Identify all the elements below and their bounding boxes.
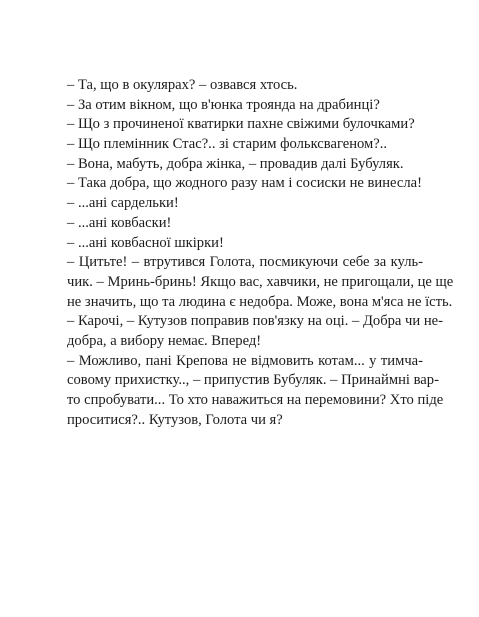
text-line: – За отим вікном, що в'юнка троянда на драбинці? (67, 96, 380, 113)
text-line: – Цитьте! – втрутився Голота, посмикуючи себе за куль- (67, 254, 423, 271)
text-line: добра, а вибору немає. Вперед! (67, 332, 262, 349)
text-line: – Можливо, пані Крепова не відмовить котам... у тимча- (67, 352, 423, 369)
text-line: – Що племінник Стас?.. зі старим фольксвагеном?.. (67, 136, 388, 153)
text-line: – ...ані сардельки! (67, 195, 179, 212)
text-line: – Та, що в окулярах? – озвався хтось. (67, 77, 298, 93)
text-line: чик. – Мринь-бринь! Якщо вас, хавчики, не пригощали, це ще (67, 273, 454, 290)
text-line: – Така добра, що жодного разу нам і сосиски не винесла! (67, 175, 422, 192)
text-line: совому прихистку.., – припустив Бубуляк. – Принаймні вар- (67, 372, 439, 389)
page-text (67, 76, 454, 430)
text-line: то спробувати... То хто наважиться на перемовини? Хто піде (67, 392, 444, 408)
text-line: – ...ані ковбаски! (67, 214, 172, 231)
text-line: – Карочі, – Кутузов поправив пов'язку на оці. – Добра чи не- (67, 313, 443, 330)
text-line: – ...ані ковбасної шкірки! (67, 234, 224, 251)
text-line: – Вона, мабуть, добра жінка, – провадив далі Бубуляк. (67, 155, 404, 172)
text-line: проситися?.. Кутузов, Голота чи я? (67, 411, 283, 428)
text-line: не значить, що та людина є недобра. Може, вона м'яса не їсть. (67, 293, 453, 310)
text-line: – Що з прочиненої кватирки пахне свіжими булочками? (67, 116, 415, 133)
